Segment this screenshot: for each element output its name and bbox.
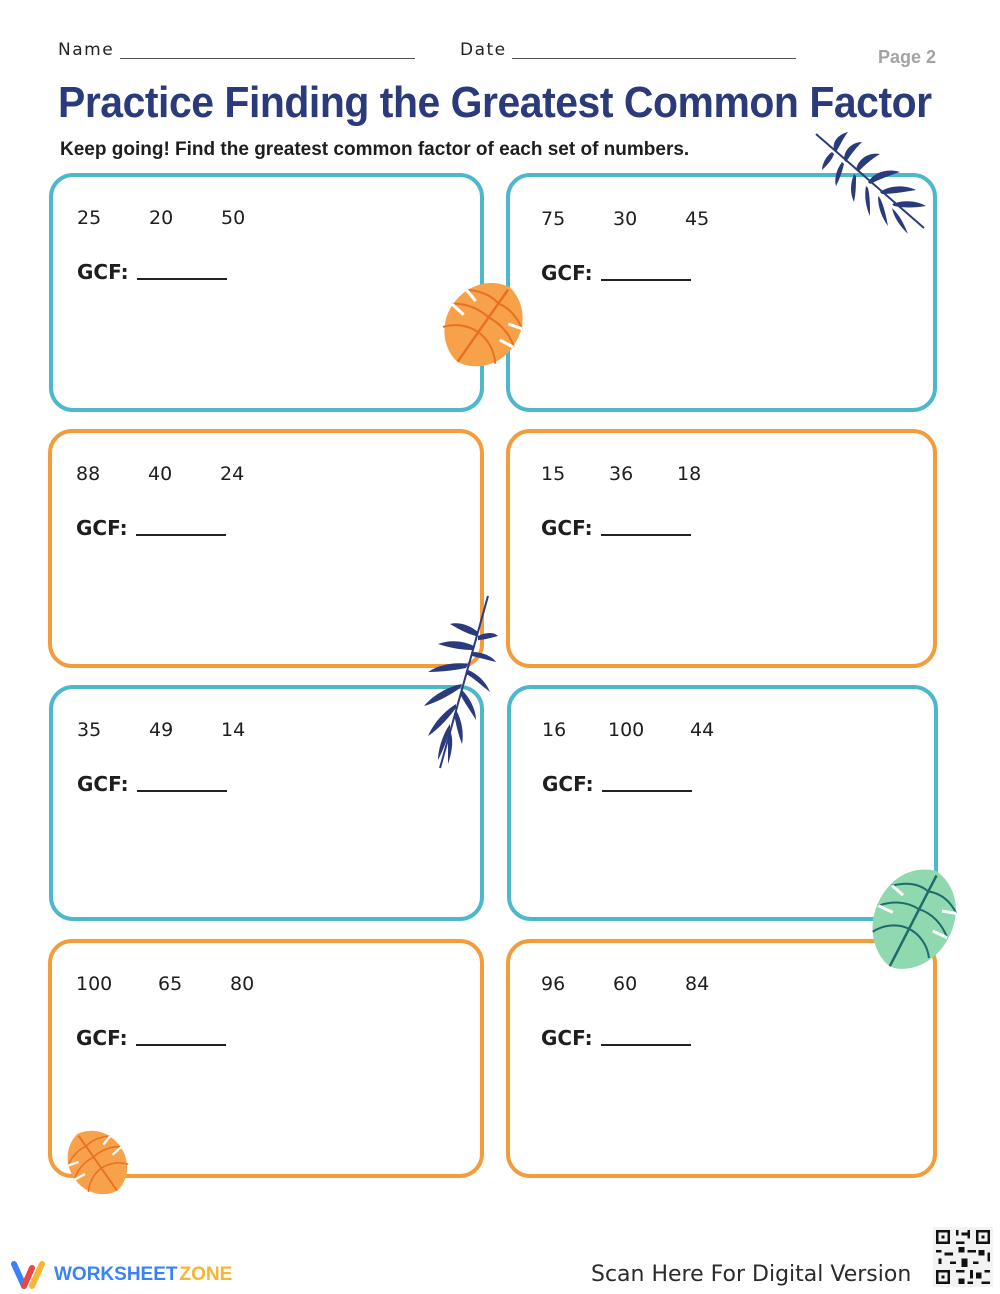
number: 49	[149, 719, 174, 741]
gcf-answer-row	[541, 516, 691, 540]
gcf-answer-row	[77, 772, 227, 796]
gcf-answer-row	[76, 516, 226, 540]
gcf-label: GCF:	[542, 772, 594, 796]
gcf-label: GCF:	[541, 1026, 593, 1050]
scan-instruction: Scan Here For Digital Version	[591, 1262, 912, 1287]
number-set	[541, 973, 757, 995]
number: 40	[148, 463, 173, 485]
number: 20	[149, 207, 174, 229]
logo-mark-icon	[10, 1260, 48, 1290]
number: 100	[608, 719, 645, 741]
gcf-label: GCF:	[77, 260, 129, 284]
gcf-answer-blank[interactable]	[601, 1043, 691, 1046]
number: 15	[541, 463, 566, 485]
gcf-answer-row	[76, 1026, 226, 1050]
problem-card-1	[49, 173, 484, 412]
name-field-line[interactable]	[120, 58, 415, 59]
date-label: Date	[460, 40, 507, 60]
gcf-answer-blank[interactable]	[602, 789, 692, 792]
gcf-label: GCF:	[541, 261, 593, 285]
gcf-answer-row	[542, 772, 692, 796]
number-set	[77, 207, 293, 229]
number: 45	[685, 208, 710, 230]
orange-monstera-leaf-icon	[434, 274, 534, 374]
gcf-answer-blank[interactable]	[136, 533, 226, 536]
number-set	[76, 973, 302, 995]
gcf-answer-blank[interactable]	[137, 277, 227, 280]
number: 96	[541, 973, 566, 995]
number: 80	[230, 973, 255, 995]
gcf-label: GCF:	[76, 516, 128, 540]
number-set	[542, 719, 762, 741]
qr-code-icon[interactable]	[933, 1227, 993, 1287]
date-field-line[interactable]	[512, 58, 796, 59]
number: 44	[690, 719, 715, 741]
number: 88	[76, 463, 101, 485]
gcf-label: GCF:	[77, 772, 129, 796]
number: 50	[221, 207, 246, 229]
number-set	[77, 719, 293, 741]
gcf-answer-blank[interactable]	[601, 278, 691, 281]
number: 75	[541, 208, 566, 230]
number-set	[541, 208, 757, 230]
number: 35	[77, 719, 102, 741]
number: 18	[677, 463, 702, 485]
page-title: Practice Finding the Greatest Common Factor	[58, 78, 932, 127]
gcf-answer-blank[interactable]	[137, 789, 227, 792]
number-set	[76, 463, 292, 485]
navy-fern-leaf-icon	[812, 130, 932, 240]
orange-monstera-leaf-icon	[58, 1124, 136, 1200]
number: 16	[542, 719, 567, 741]
number: 36	[609, 463, 634, 485]
navy-fern-leaf-icon	[410, 592, 500, 772]
logo-text-worksheet: WORKSHEET	[54, 1264, 178, 1285]
name-label: Name	[58, 40, 115, 60]
gcf-answer-row	[541, 261, 691, 285]
gcf-answer-row	[541, 1026, 691, 1050]
number-set	[541, 463, 749, 485]
worksheet-zone-logo[interactable]	[10, 1260, 232, 1290]
number: 84	[685, 973, 710, 995]
instructions: Keep going! Find the greatest common factor of each set of numbers.	[60, 139, 690, 160]
problem-card-4	[506, 429, 937, 668]
gcf-answer-blank[interactable]	[136, 1043, 226, 1046]
number: 100	[76, 973, 113, 995]
number: 24	[220, 463, 245, 485]
number: 14	[221, 719, 246, 741]
gcf-label: GCF:	[76, 1026, 128, 1050]
number: 25	[77, 207, 102, 229]
logo-text-zone: ZONE	[179, 1264, 233, 1285]
gcf-answer-row	[77, 260, 227, 284]
number: 65	[158, 973, 183, 995]
gcf-label: GCF:	[541, 516, 593, 540]
number: 60	[613, 973, 638, 995]
gcf-answer-blank[interactable]	[601, 533, 691, 536]
mint-monstera-leaf-icon	[864, 862, 964, 977]
number: 30	[613, 208, 638, 230]
page-number: Page 2	[878, 47, 937, 67]
